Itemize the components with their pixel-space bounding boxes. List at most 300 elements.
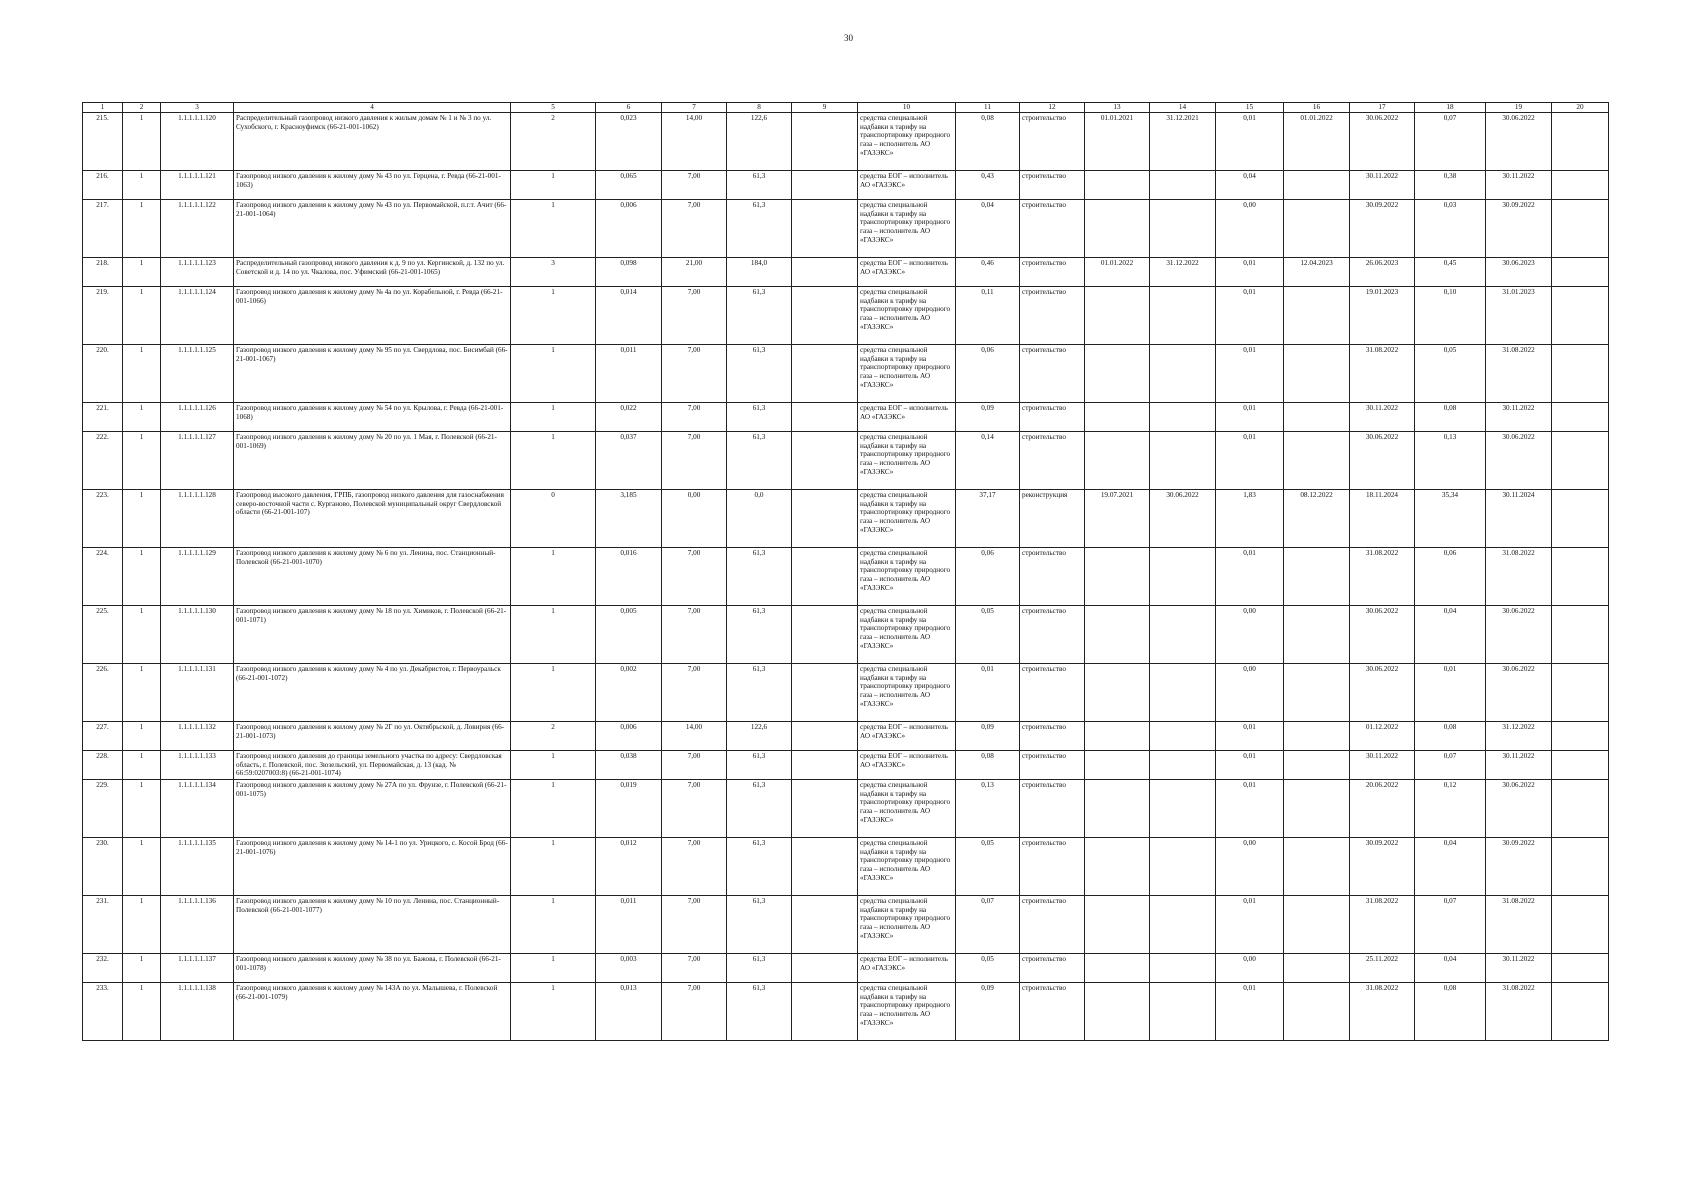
col9-cell bbox=[792, 606, 858, 664]
funding-source-cell: средства специальной надбавки к тарифу на транспортировку природного газа – исполнитель АО «ГАЗЭКС» bbox=[858, 780, 956, 838]
col8-cell: 61,3 bbox=[727, 200, 792, 258]
col17-date-cell: 31.08.2022 bbox=[1350, 548, 1415, 606]
row-number-cell: 233. bbox=[83, 983, 123, 1041]
cost-cell: 0,09 bbox=[956, 722, 1020, 751]
col2-cell: 1 bbox=[123, 780, 161, 838]
col15-cell: 0,01 bbox=[1216, 751, 1284, 780]
col19-date-cell: 30.06.2022 bbox=[1486, 606, 1552, 664]
col19-date-cell: 30.06.2023 bbox=[1486, 258, 1552, 287]
col7-cell: 7,00 bbox=[662, 780, 727, 838]
cost-cell: 0,06 bbox=[956, 548, 1020, 606]
col16-cell bbox=[1284, 403, 1350, 432]
col8-cell: 61,3 bbox=[727, 432, 792, 490]
table-row bbox=[83, 954, 1609, 983]
col8-cell: 61,3 bbox=[727, 896, 792, 954]
column-number-header: 9 bbox=[792, 103, 858, 113]
col18-cell: 0,03 bbox=[1415, 200, 1486, 258]
object-name-cell: Газопровод низкого давления к жилому дому № 18 по ул. Химиков, г. Полевской (66-21-001-1071) bbox=[234, 606, 511, 664]
length-km-cell: 0,013 bbox=[596, 983, 662, 1041]
table-row bbox=[83, 548, 1609, 606]
col19-date-cell: 30.11.2024 bbox=[1486, 490, 1552, 548]
col16-cell bbox=[1284, 896, 1350, 954]
table-row bbox=[83, 606, 1609, 664]
end-date-cell: 31.12.2022 bbox=[1150, 258, 1216, 287]
funding-source-cell: средства специальной надбавки к тарифу на транспортировку природного газа – исполнитель АО «ГАЗЭКС» bbox=[858, 606, 956, 664]
col16-cell bbox=[1284, 171, 1350, 200]
length-km-cell: 0,019 bbox=[596, 780, 662, 838]
col2-cell: 1 bbox=[123, 606, 161, 664]
col5-cell: 1 bbox=[511, 200, 596, 258]
work-type-cell: строительство bbox=[1020, 664, 1085, 722]
col15-cell: 0,01 bbox=[1216, 258, 1284, 287]
col8-cell: 122,6 bbox=[727, 113, 792, 171]
funding-source-cell: средства специальной надбавки к тарифу на транспортировку природного газа – исполнитель АО «ГАЗЭКС» bbox=[858, 664, 956, 722]
work-type-cell: строительство bbox=[1020, 896, 1085, 954]
col7-cell: 7,00 bbox=[662, 287, 727, 345]
object-name-cell: Газопровод низкого давления к жилому дому № 4 по ул. Декабристов, г. Первоуральск (66-21-001-1072) bbox=[234, 664, 511, 722]
start-date-cell bbox=[1085, 345, 1150, 403]
col9-cell bbox=[792, 258, 858, 287]
col18-cell: 0,13 bbox=[1415, 432, 1486, 490]
start-date-cell bbox=[1085, 403, 1150, 432]
col16-cell: 01.01.2022 bbox=[1284, 113, 1350, 171]
object-name-cell: Газопровод низкого давления к жилому дому № 14-1 по ул. Урицкого, с. Косой Брод (66-21-001-1076) bbox=[234, 838, 511, 896]
col18-cell: 0,06 bbox=[1415, 548, 1486, 606]
length-km-cell: 0,003 bbox=[596, 954, 662, 983]
row-number-cell: 229. bbox=[83, 780, 123, 838]
row-number-cell: 220. bbox=[83, 345, 123, 403]
col8-cell: 61,3 bbox=[727, 780, 792, 838]
col16-cell bbox=[1284, 664, 1350, 722]
col19-date-cell: 30.06.2022 bbox=[1486, 113, 1552, 171]
funding-source-cell: средства ЕОГ – исполнитель АО «ГАЗЭКС» bbox=[858, 751, 956, 780]
col17-date-cell: 26.06.2023 bbox=[1350, 258, 1415, 287]
table-row bbox=[83, 200, 1609, 258]
work-type-cell: строительство bbox=[1020, 258, 1085, 287]
row-number-cell: 217. bbox=[83, 200, 123, 258]
col5-cell: 1 bbox=[511, 171, 596, 200]
end-date-cell bbox=[1150, 954, 1216, 983]
col17-date-cell: 19.01.2023 bbox=[1350, 287, 1415, 345]
col7-cell: 0,00 bbox=[662, 490, 727, 548]
start-date-cell bbox=[1085, 780, 1150, 838]
col17-date-cell: 30.06.2022 bbox=[1350, 113, 1415, 171]
work-type-cell: строительство bbox=[1020, 287, 1085, 345]
col7-cell: 7,00 bbox=[662, 983, 727, 1041]
object-code-cell: 1.1.1.1.1.123 bbox=[161, 258, 234, 287]
col19-date-cell: 30.11.2022 bbox=[1486, 171, 1552, 200]
start-date-cell: 01.01.2022 bbox=[1085, 258, 1150, 287]
work-type-cell: строительство bbox=[1020, 548, 1085, 606]
object-name-cell: Газопровод низкого давления к жилому дому № 4а по ул. Корабельной, г. Ревда (66-21-001-1066) bbox=[234, 287, 511, 345]
col15-cell: 0,01 bbox=[1216, 722, 1284, 751]
col2-cell: 1 bbox=[123, 664, 161, 722]
col19-date-cell: 31.08.2022 bbox=[1486, 548, 1552, 606]
object-name-cell: Газопровод низкого давления к жилому дому № 54 по ул. Крылова, г. Ревда (66-21-001-1068) bbox=[234, 403, 511, 432]
object-name-cell: Газопровод низкого давления к жилому дому № 143А по ул. Малышева, г. Полевской (66-21-001-1079) bbox=[234, 983, 511, 1041]
col18-cell: 35,34 bbox=[1415, 490, 1486, 548]
col20-cell bbox=[1552, 258, 1609, 287]
col17-date-cell: 30.11.2022 bbox=[1350, 403, 1415, 432]
table-row bbox=[83, 345, 1609, 403]
col17-date-cell: 30.11.2022 bbox=[1350, 751, 1415, 780]
funding-source-cell: средства ЕОГ – исполнитель АО «ГАЗЭКС» bbox=[858, 258, 956, 287]
object-code-cell: 1.1.1.1.1.124 bbox=[161, 287, 234, 345]
col2-cell: 1 bbox=[123, 838, 161, 896]
col19-date-cell: 30.11.2022 bbox=[1486, 751, 1552, 780]
object-code-cell: 1.1.1.1.1.128 bbox=[161, 490, 234, 548]
col8-cell: 61,3 bbox=[727, 983, 792, 1041]
column-number-header: 11 bbox=[956, 103, 1020, 113]
length-km-cell: 0,005 bbox=[596, 606, 662, 664]
cost-cell: 0,06 bbox=[956, 345, 1020, 403]
col16-cell bbox=[1284, 722, 1350, 751]
col17-date-cell: 01.12.2022 bbox=[1350, 722, 1415, 751]
table-row bbox=[83, 838, 1609, 896]
object-name-cell: Газопровод низкого давления к жилому дому № 10 по ул. Ленина, пос. Станционный-Полевской (66-21-001-1077) bbox=[234, 896, 511, 954]
funding-source-cell: средства специальной надбавки к тарифу на транспортировку природного газа – исполнитель АО «ГАЗЭКС» bbox=[858, 287, 956, 345]
col2-cell: 1 bbox=[123, 258, 161, 287]
column-number-header: 17 bbox=[1350, 103, 1415, 113]
col8-cell: 61,3 bbox=[727, 838, 792, 896]
col7-cell: 7,00 bbox=[662, 896, 727, 954]
col18-cell: 0,05 bbox=[1415, 345, 1486, 403]
col2-cell: 1 bbox=[123, 954, 161, 983]
work-type-cell: строительство bbox=[1020, 751, 1085, 780]
col18-cell: 0,10 bbox=[1415, 287, 1486, 345]
col19-date-cell: 30.06.2022 bbox=[1486, 432, 1552, 490]
start-date-cell bbox=[1085, 896, 1150, 954]
col2-cell: 1 bbox=[123, 983, 161, 1041]
cost-cell: 0,13 bbox=[956, 780, 1020, 838]
cost-cell: 0,14 bbox=[956, 432, 1020, 490]
table-row bbox=[83, 722, 1609, 751]
col18-cell: 0,04 bbox=[1415, 954, 1486, 983]
object-code-cell: 1.1.1.1.1.137 bbox=[161, 954, 234, 983]
col9-cell bbox=[792, 432, 858, 490]
col7-cell: 14,00 bbox=[662, 722, 727, 751]
column-number-header: 7 bbox=[662, 103, 727, 113]
work-type-cell: строительство bbox=[1020, 954, 1085, 983]
row-number-cell: 224. bbox=[83, 548, 123, 606]
col7-cell: 14,00 bbox=[662, 113, 727, 171]
end-date-cell bbox=[1150, 606, 1216, 664]
col5-cell: 1 bbox=[511, 896, 596, 954]
col16-cell bbox=[1284, 780, 1350, 838]
funding-source-cell: средства специальной надбавки к тарифу на транспортировку природного газа – исполнитель АО «ГАЗЭКС» bbox=[858, 432, 956, 490]
row-number-cell: 230. bbox=[83, 838, 123, 896]
col9-cell bbox=[792, 490, 858, 548]
col17-date-cell: 31.08.2022 bbox=[1350, 896, 1415, 954]
start-date-cell bbox=[1085, 432, 1150, 490]
col8-cell: 61,3 bbox=[727, 287, 792, 345]
object-code-cell: 1.1.1.1.1.122 bbox=[161, 200, 234, 258]
row-number-cell: 227. bbox=[83, 722, 123, 751]
col2-cell: 1 bbox=[123, 171, 161, 200]
start-date-cell bbox=[1085, 954, 1150, 983]
funding-source-cell: средства специальной надбавки к тарифу на транспортировку природного газа – исполнитель АО «ГАЗЭКС» bbox=[858, 200, 956, 258]
col20-cell bbox=[1552, 345, 1609, 403]
col7-cell: 7,00 bbox=[662, 171, 727, 200]
col9-cell bbox=[792, 548, 858, 606]
funding-source-cell: средства специальной надбавки к тарифу на транспортировку природного газа – исполнитель АО «ГАЗЭКС» bbox=[858, 490, 956, 548]
col20-cell bbox=[1552, 983, 1609, 1041]
col7-cell: 7,00 bbox=[662, 664, 727, 722]
object-code-cell: 1.1.1.1.1.136 bbox=[161, 896, 234, 954]
table-row bbox=[83, 896, 1609, 954]
work-type-cell: строительство bbox=[1020, 780, 1085, 838]
row-number-cell: 219. bbox=[83, 287, 123, 345]
col16-cell bbox=[1284, 954, 1350, 983]
col8-cell: 61,3 bbox=[727, 664, 792, 722]
col20-cell bbox=[1552, 751, 1609, 780]
col2-cell: 1 bbox=[123, 200, 161, 258]
col7-cell: 7,00 bbox=[662, 548, 727, 606]
table-row bbox=[83, 432, 1609, 490]
col18-cell: 0,12 bbox=[1415, 780, 1486, 838]
col7-cell: 7,00 bbox=[662, 345, 727, 403]
col2-cell: 1 bbox=[123, 722, 161, 751]
column-number-header: 10 bbox=[858, 103, 956, 113]
col17-date-cell: 31.08.2022 bbox=[1350, 345, 1415, 403]
end-date-cell bbox=[1150, 548, 1216, 606]
end-date-cell bbox=[1150, 838, 1216, 896]
col20-cell bbox=[1552, 548, 1609, 606]
funding-source-cell: средства специальной надбавки к тарифу на транспортировку природного газа – исполнитель АО «ГАЗЭКС» bbox=[858, 113, 956, 171]
col5-cell: 1 bbox=[511, 780, 596, 838]
col20-cell bbox=[1552, 287, 1609, 345]
col19-date-cell: 30.09.2022 bbox=[1486, 838, 1552, 896]
col16-cell bbox=[1284, 983, 1350, 1041]
col15-cell: 0,01 bbox=[1216, 780, 1284, 838]
col16-cell bbox=[1284, 345, 1350, 403]
object-name-cell: Газопровод низкого давления к жилому дому № 20 по ул. 1 Мая, г. Полевской (66-21-001-1069) bbox=[234, 432, 511, 490]
col7-cell: 7,00 bbox=[662, 751, 727, 780]
col9-cell bbox=[792, 200, 858, 258]
col9-cell bbox=[792, 287, 858, 345]
column-number-header: 3 bbox=[161, 103, 234, 113]
col5-cell: 1 bbox=[511, 664, 596, 722]
col18-cell: 0,08 bbox=[1415, 403, 1486, 432]
column-number-header: 5 bbox=[511, 103, 596, 113]
column-number-header: 13 bbox=[1085, 103, 1150, 113]
col2-cell: 1 bbox=[123, 896, 161, 954]
length-km-cell: 0,016 bbox=[596, 548, 662, 606]
object-code-cell: 1.1.1.1.1.134 bbox=[161, 780, 234, 838]
col9-cell bbox=[792, 345, 858, 403]
end-date-cell bbox=[1150, 200, 1216, 258]
table-row bbox=[83, 403, 1609, 432]
cost-cell: 0,46 bbox=[956, 258, 1020, 287]
col7-cell: 7,00 bbox=[662, 432, 727, 490]
col5-cell: 1 bbox=[511, 345, 596, 403]
col18-cell: 0,07 bbox=[1415, 751, 1486, 780]
col9-cell bbox=[792, 722, 858, 751]
funding-source-cell: средства ЕОГ – исполнитель АО «ГАЗЭКС» bbox=[858, 403, 956, 432]
col15-cell: 0,01 bbox=[1216, 896, 1284, 954]
col16-cell bbox=[1284, 606, 1350, 664]
start-date-cell bbox=[1085, 171, 1150, 200]
col19-date-cell: 31.08.2022 bbox=[1486, 896, 1552, 954]
col15-cell: 0,01 bbox=[1216, 983, 1284, 1041]
col15-cell: 0,00 bbox=[1216, 954, 1284, 983]
col19-date-cell: 30.06.2022 bbox=[1486, 780, 1552, 838]
col8-cell: 61,3 bbox=[727, 345, 792, 403]
col9-cell bbox=[792, 780, 858, 838]
col17-date-cell: 30.09.2022 bbox=[1350, 838, 1415, 896]
col9-cell bbox=[792, 171, 858, 200]
end-date-cell bbox=[1150, 896, 1216, 954]
col17-date-cell: 30.09.2022 bbox=[1350, 200, 1415, 258]
col5-cell: 1 bbox=[511, 751, 596, 780]
work-type-cell: строительство bbox=[1020, 345, 1085, 403]
column-number-header: 16 bbox=[1284, 103, 1350, 113]
col9-cell bbox=[792, 403, 858, 432]
length-km-cell: 0,006 bbox=[596, 200, 662, 258]
end-date-cell bbox=[1150, 171, 1216, 200]
end-date-cell: 31.12.2021 bbox=[1150, 113, 1216, 171]
col20-cell bbox=[1552, 780, 1609, 838]
col19-date-cell: 30.11.2022 bbox=[1486, 403, 1552, 432]
col5-cell: 1 bbox=[511, 954, 596, 983]
col19-date-cell: 30.09.2022 bbox=[1486, 200, 1552, 258]
start-date-cell: 19.07.2021 bbox=[1085, 490, 1150, 548]
object-name-cell: Газопровод низкого давления к жилому дому № 38 по ул. Бажова, г. Полевской (66-21-001-1078) bbox=[234, 954, 511, 983]
col5-cell: 2 bbox=[511, 113, 596, 171]
object-name-cell: Газопровод низкого давления к жилому дому № 2Г по ул. Октябрьской, д. Ловирня (66-21-001-1073) bbox=[234, 722, 511, 751]
col20-cell bbox=[1552, 200, 1609, 258]
col20-cell bbox=[1552, 722, 1609, 751]
col5-cell: 1 bbox=[511, 403, 596, 432]
col8-cell: 61,3 bbox=[727, 171, 792, 200]
table-row bbox=[83, 113, 1609, 171]
cost-cell: 0,09 bbox=[956, 403, 1020, 432]
length-km-cell: 0,011 bbox=[596, 345, 662, 403]
col7-cell: 7,00 bbox=[662, 200, 727, 258]
end-date-cell bbox=[1150, 345, 1216, 403]
col18-cell: 0,04 bbox=[1415, 838, 1486, 896]
col5-cell: 1 bbox=[511, 838, 596, 896]
row-number-cell: 225. bbox=[83, 606, 123, 664]
col19-date-cell: 31.08.2022 bbox=[1486, 983, 1552, 1041]
col8-cell: 61,3 bbox=[727, 403, 792, 432]
object-name-cell: Распределительный газопровод низкого давления к жилым домам № 1 и № 3 по ул. Сухобского, г. Красноуфимск (66-21-001-1062) bbox=[234, 113, 511, 171]
col8-cell: 0,0 bbox=[727, 490, 792, 548]
funding-source-cell: средства ЕОГ – исполнитель АО «ГАЗЭКС» bbox=[858, 171, 956, 200]
object-code-cell: 1.1.1.1.1.125 bbox=[161, 345, 234, 403]
column-number-header: 8 bbox=[727, 103, 792, 113]
col9-cell bbox=[792, 838, 858, 896]
col20-cell bbox=[1552, 954, 1609, 983]
col15-cell: 0,01 bbox=[1216, 432, 1284, 490]
col5-cell: 1 bbox=[511, 983, 596, 1041]
object-code-cell: 1.1.1.1.1.120 bbox=[161, 113, 234, 171]
start-date-cell bbox=[1085, 606, 1150, 664]
col7-cell: 7,00 bbox=[662, 606, 727, 664]
col15-cell: 0,01 bbox=[1216, 403, 1284, 432]
funding-source-cell: средства ЕОГ – исполнитель АО «ГАЗЭКС» bbox=[858, 954, 956, 983]
col9-cell bbox=[792, 983, 858, 1041]
col8-cell: 184,0 bbox=[727, 258, 792, 287]
object-code-cell: 1.1.1.1.1.129 bbox=[161, 548, 234, 606]
work-type-cell: строительство bbox=[1020, 838, 1085, 896]
object-code-cell: 1.1.1.1.1.127 bbox=[161, 432, 234, 490]
object-code-cell: 1.1.1.1.1.121 bbox=[161, 171, 234, 200]
col8-cell: 122,6 bbox=[727, 722, 792, 751]
length-km-cell: 0,014 bbox=[596, 287, 662, 345]
work-type-cell: строительство bbox=[1020, 200, 1085, 258]
col8-cell: 61,3 bbox=[727, 606, 792, 664]
col15-cell: 0,01 bbox=[1216, 113, 1284, 171]
col15-cell: 0,00 bbox=[1216, 200, 1284, 258]
start-date-cell bbox=[1085, 200, 1150, 258]
object-code-cell: 1.1.1.1.1.133 bbox=[161, 751, 234, 780]
col8-cell: 61,3 bbox=[727, 954, 792, 983]
table-row bbox=[83, 664, 1609, 722]
col15-cell: 0,04 bbox=[1216, 171, 1284, 200]
work-type-cell: строительство bbox=[1020, 432, 1085, 490]
work-type-cell: строительство bbox=[1020, 403, 1085, 432]
col2-cell: 1 bbox=[123, 403, 161, 432]
column-number-header: 12 bbox=[1020, 103, 1085, 113]
end-date-cell bbox=[1150, 722, 1216, 751]
col16-cell bbox=[1284, 751, 1350, 780]
page-number: 30 bbox=[844, 33, 853, 43]
end-date-cell bbox=[1150, 664, 1216, 722]
col20-cell bbox=[1552, 432, 1609, 490]
end-date-cell bbox=[1150, 780, 1216, 838]
col7-cell: 21,00 bbox=[662, 258, 727, 287]
col17-date-cell: 30.06.2022 bbox=[1350, 432, 1415, 490]
col17-date-cell: 18.11.2024 bbox=[1350, 490, 1415, 548]
col2-cell: 1 bbox=[123, 490, 161, 548]
col19-date-cell: 31.01.2023 bbox=[1486, 287, 1552, 345]
column-number-header: 15 bbox=[1216, 103, 1284, 113]
col17-date-cell: 30.06.2022 bbox=[1350, 606, 1415, 664]
col8-cell: 61,3 bbox=[727, 751, 792, 780]
col17-date-cell: 31.08.2022 bbox=[1350, 983, 1415, 1041]
col7-cell: 7,00 bbox=[662, 954, 727, 983]
col19-date-cell: 31.08.2022 bbox=[1486, 345, 1552, 403]
funding-source-cell: средства специальной надбавки к тарифу на транспортировку природного газа – исполнитель АО «ГАЗЭКС» bbox=[858, 345, 956, 403]
column-number-header: 18 bbox=[1415, 103, 1486, 113]
row-number-cell: 221. bbox=[83, 403, 123, 432]
cost-cell: 0,04 bbox=[956, 200, 1020, 258]
col2-cell: 1 bbox=[123, 287, 161, 345]
column-number-header: 19 bbox=[1486, 103, 1552, 113]
object-code-cell: 1.1.1.1.1.132 bbox=[161, 722, 234, 751]
cost-cell: 0,11 bbox=[956, 287, 1020, 345]
col18-cell: 0,04 bbox=[1415, 606, 1486, 664]
cost-cell: 0,01 bbox=[956, 664, 1020, 722]
cost-cell: 0,08 bbox=[956, 113, 1020, 171]
col2-cell: 1 bbox=[123, 113, 161, 171]
col9-cell bbox=[792, 751, 858, 780]
col17-date-cell: 30.11.2022 bbox=[1350, 171, 1415, 200]
col15-cell: 0,01 bbox=[1216, 287, 1284, 345]
col20-cell bbox=[1552, 490, 1609, 548]
funding-source-cell: средства ЕОГ – исполнитель АО «ГАЗЭКС» bbox=[858, 722, 956, 751]
table-row bbox=[83, 780, 1609, 838]
funding-source-cell: средства специальной надбавки к тарифу на транспортировку природного газа – исполнитель АО «ГАЗЭКС» bbox=[858, 838, 956, 896]
object-name-cell: Газопровод низкого давления к жилому дому № 43 по ул. Герцена, г. Ревда (66-21-001-1063) bbox=[234, 171, 511, 200]
work-type-cell: строительство bbox=[1020, 722, 1085, 751]
col16-cell bbox=[1284, 200, 1350, 258]
object-code-cell: 1.1.1.1.1.130 bbox=[161, 606, 234, 664]
row-number-cell: 223. bbox=[83, 490, 123, 548]
object-code-cell: 1.1.1.1.1.131 bbox=[161, 664, 234, 722]
length-km-cell: 0,065 bbox=[596, 171, 662, 200]
